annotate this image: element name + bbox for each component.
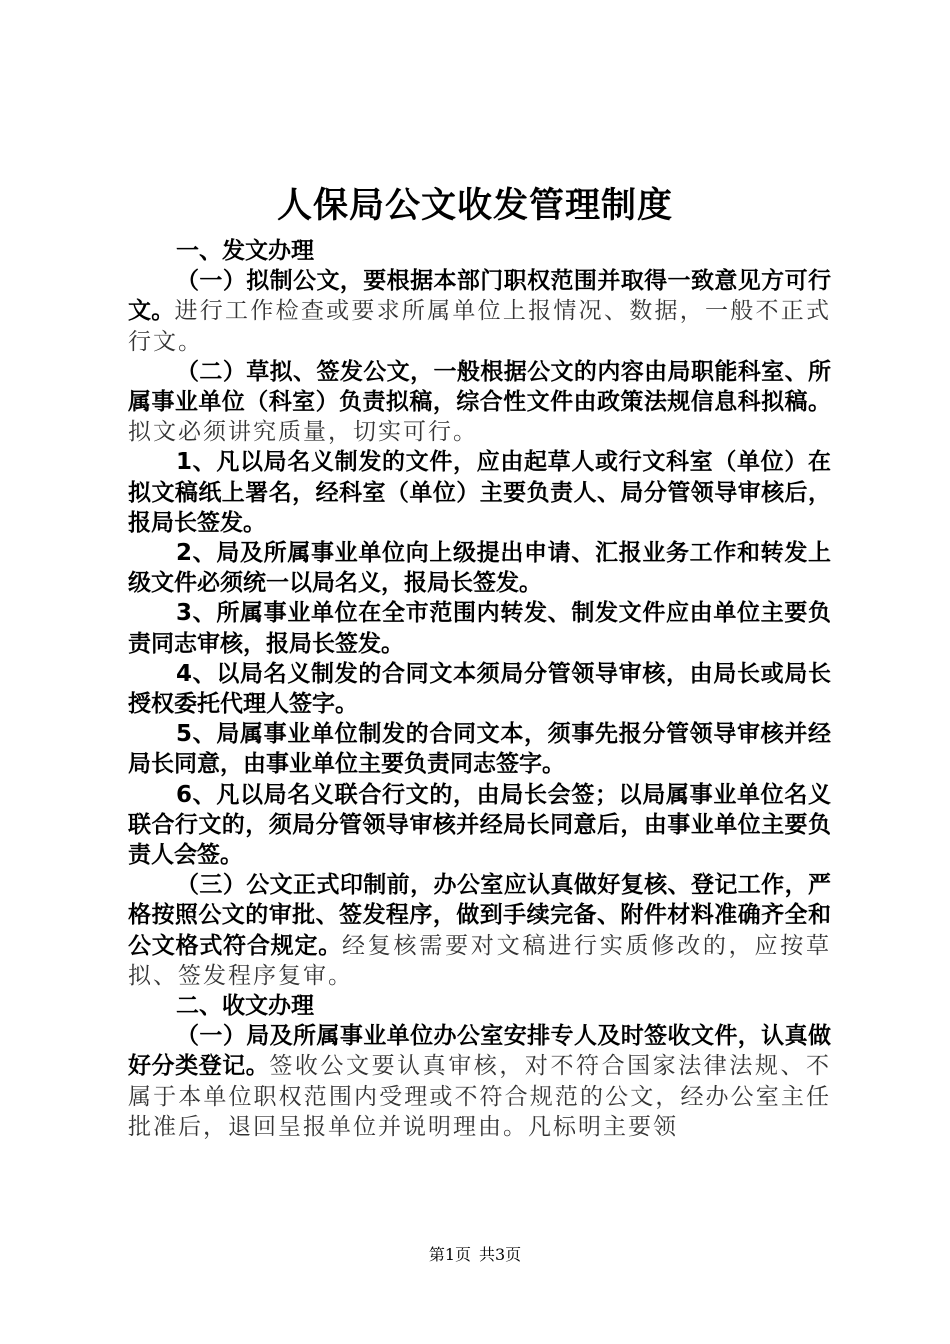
paragraph-text: 2、局及所属事业单位向上级提出申请、汇报业务工作和转发上级文件必须统一以局名义，报局长签发。 xyxy=(128,540,831,597)
section-heading-outgoing xyxy=(128,236,831,266)
paragraph xyxy=(128,870,831,991)
paragraph-note: 签收公文要认真审核，对不符合国家法律法规、不属于本单位职权范围内受理或不符合规范的公文，经办公室主任批准后，退回呈报单位并说明理由。凡标明主要领 xyxy=(128,1053,832,1140)
page-total: 共3页 xyxy=(479,1245,522,1264)
paragraph xyxy=(128,780,831,871)
section-heading-incoming xyxy=(128,991,831,1021)
paragraph-text: （三）公文正式印制前，办公室应认真做好复核、登记工作，严格按照公文的审批、签发程序，做到手续完备、附件材料准确齐全和公文格式符合规定。 xyxy=(128,872,831,959)
paragraph xyxy=(128,598,831,658)
paragraph-text: （一）局及所属事业单位办公室安排专人及时签收文件，认真做好分类登记。 xyxy=(128,1023,831,1080)
paragraph-note: 进行工作检查或要求所属单位上报情况、数据，一般不正式行文。 xyxy=(128,298,832,355)
paragraph-text: 3、所属事业单位在全市范围内转发、制发文件应由单位主要负责同志审核，报局长签发。 xyxy=(128,600,831,657)
page-footer xyxy=(0,1244,950,1266)
paragraph xyxy=(128,659,831,719)
paragraph-text: 1、凡以局名义制发的文件，应由起草人或行文科室（单位）在拟文稿纸上署名，经科室（单位）主要负责人、局分管领导审核后，报局长签发。 xyxy=(128,449,831,536)
paragraph-text: （一）拟制公文，要根据本部门职权范围并取得一致意见方可行文。 xyxy=(128,268,831,325)
document-body xyxy=(128,236,831,1142)
paragraph xyxy=(128,357,831,448)
paragraph xyxy=(128,1021,831,1142)
paragraph xyxy=(128,719,831,779)
paragraph xyxy=(128,266,831,357)
paragraph xyxy=(128,538,831,598)
paragraph-note: 经复核需要对文稿进行实质修改的，应按草拟、签发程序复审。 xyxy=(128,932,832,989)
paragraph-text: 5、局属事业单位制发的合同文本，须事先报分管领导审核并经局长同意，由事业单位主要负责同志签字。 xyxy=(128,721,831,778)
paragraph xyxy=(128,447,831,538)
paragraph-text: （二）草拟、签发公文，一般根据公文的内容由局职能科室、所属事业单位（科室）负责拟稿，综合性文件由政策法规信息科拟稿。 xyxy=(128,358,831,416)
paragraph-text: 一、发文办理 xyxy=(176,238,314,264)
document-title: 人保局公文收发管理制度 xyxy=(276,185,673,226)
paragraph-text: 6、凡以局名义联合行文的，由局长会签；以局属事业单位名义联合行文的，须局分管领导审核并经局长同意后，由事业单位主要负责人会签。 xyxy=(128,781,831,869)
paragraph-text: 4、以局名义制发的合同文本须局分管领导审核，由局长或局长授权委托代理人签字。 xyxy=(128,660,831,718)
paragraph-text: 二、收文办理 xyxy=(176,993,314,1020)
paragraph-note: 拟文必须讲究质量，切实可行。 xyxy=(128,419,478,446)
page-number: 第1页 xyxy=(428,1245,471,1264)
